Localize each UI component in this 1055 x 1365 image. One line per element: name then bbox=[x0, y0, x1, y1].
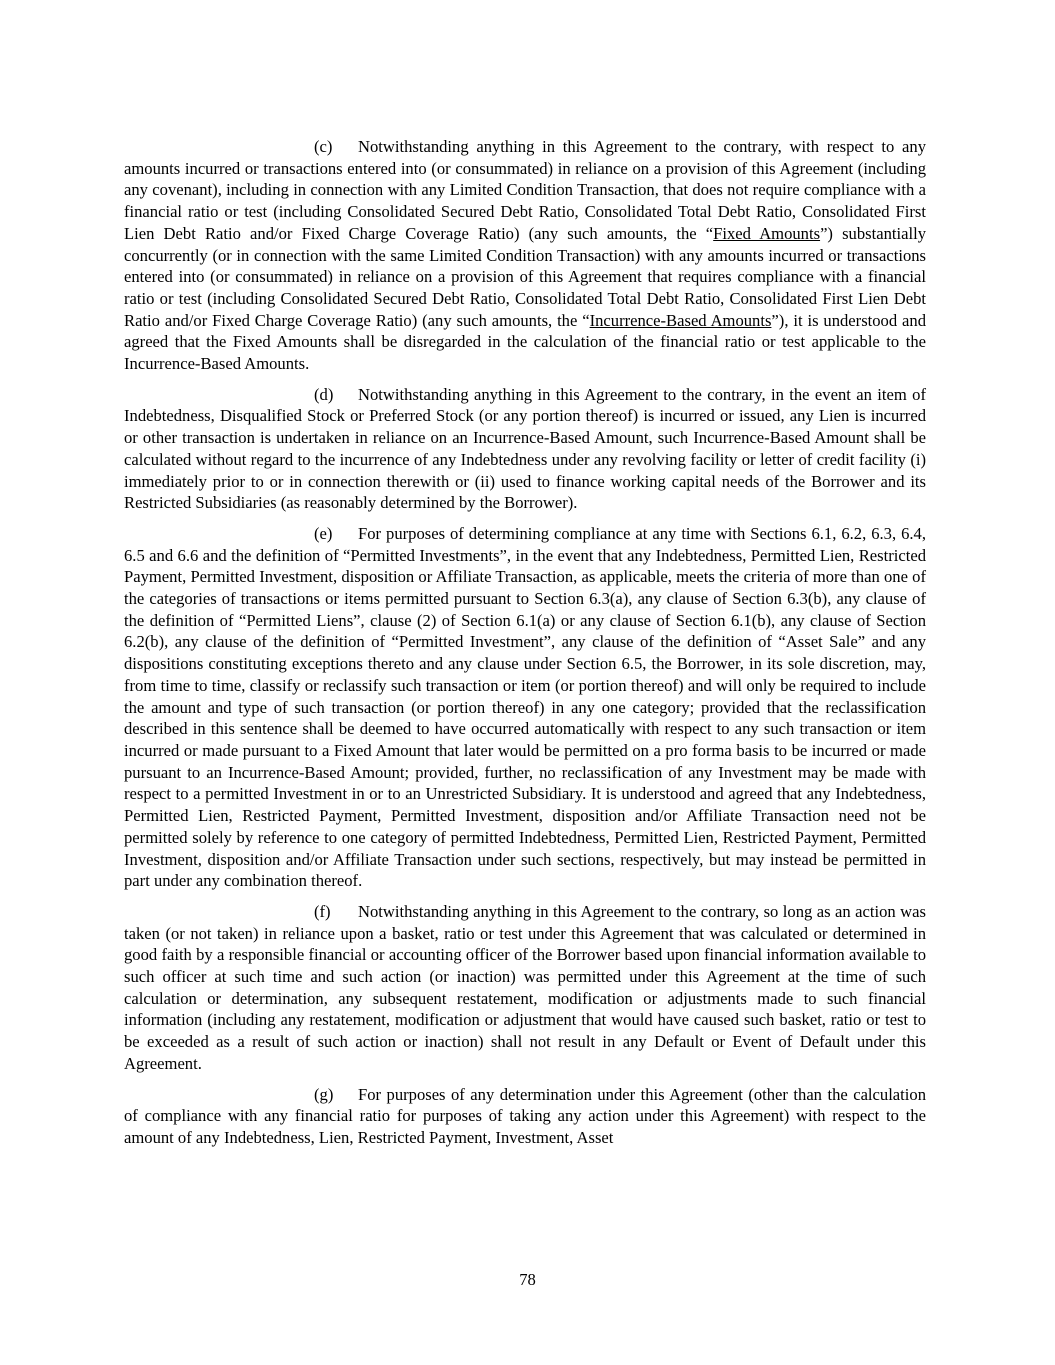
paragraph-text: ”) substantially concurrently (or in connection with the same Limited Condition Transaction) with any amounts incurred or transactions entered into (or consummated) in reliance on a provision of this Agreement that requires compliance with a financial ratio or test (including Consolidated Secured Debt Ratio, Consolidated Total Debt Ratio, Consolidated First Lien Debt Ratio and/or Fixed Charge Coverage Ratio) (any such amounts, the “ bbox=[124, 223, 926, 330]
paragraph-label: (g) bbox=[314, 1084, 334, 1104]
paragraph-g bbox=[124, 1084, 926, 1149]
defined-term-fixed-amounts: Fixed Amounts bbox=[713, 223, 821, 243]
page-number: 78 bbox=[519, 1270, 536, 1289]
paragraph-label: (e) bbox=[314, 523, 333, 543]
paragraph-e bbox=[124, 523, 926, 892]
paragraph-text: Notwithstanding anything in this Agreement to the contrary, in the event an item of Indebtedness, Disqualified Stock or Preferred Stock (or any portion thereof) is incurred or issued, any Lien is incurred or other transaction is undertaken in reliance on an Incurrence-Based Amount, such Incurrence-Based Amount shall be calculated without regard to the incurrence of any Indebtedness under any revolving facility or letter of credit facility (i) immediately prior to or in connection therewith or (ii) used to finance working capital needs of the Borrower and its Restricted Subsidiaries (as reasonably determined by the Borrower). bbox=[124, 384, 926, 513]
paragraph-text: ”), it is understood and agreed that the Fixed Amounts shall be disregarded in the calculation of the financial ratio or test applicable to the Incurrence-Based Amounts. bbox=[124, 310, 926, 374]
document-body bbox=[124, 136, 926, 1158]
paragraph-d bbox=[124, 384, 926, 514]
paragraph-f bbox=[124, 901, 926, 1075]
defined-term-incurrence-based-amounts: Incurrence-Based Amounts bbox=[589, 310, 772, 330]
paragraph-label: (f) bbox=[314, 901, 331, 921]
paragraph-label: (c) bbox=[314, 137, 333, 156]
paragraph-text: Notwithstanding anything in this Agreement to the contrary, with respect to any amounts incurred or transactions entered into (or consummated) in reliance on a provision of this Agreement (including any covenant), including in connection with any Limited Condition Transaction, that does not require compliance with a financial ratio or test (including Consolidated Secured Debt Ratio, Consolidated Total Debt Ratio, Consolidated First Lien Debt Ratio and/or Fixed Charge Coverage Ratio) (any such amounts, the “ bbox=[124, 137, 926, 243]
paragraph-text: For purposes of any determination under this Agreement (other than the calculation of compliance with any financial ratio for purposes of taking any action under this Agreement) with respect to the amount of any Indebtedness, Lien, Restricted Payment, Investment, Asset bbox=[124, 1084, 926, 1147]
paragraph-text: Notwithstanding anything in this Agreement to the contrary, so long as an action was taken (or not taken) in reliance upon a basket, ratio or test under this Agreement that was calculated or determined in good faith by a responsible financial or accounting officer of the Borrower based upon financial information available to such officer at such time and such action (or inaction) was permitted under this Agreement at the time of such calculation or determination, any subsequent restatement, modification or adjustments made to such financial information (including any restatement, modification or adjustment that would have caused such basket, ratio or test to be exceeded as a result of such action or inaction) shall not result in any Default or Event of Default under this Agreement. bbox=[124, 901, 926, 1073]
paragraph-text: For purposes of determining compliance at any time with Sections 6.1, 6.2, 6.3, 6.4, 6.5 and 6.6 and the definition of “Permitted Investments”, in the event that any Indebtedness, Permitted Lien, Restricted Payment, Permitted Investment, disposition or Affiliate Transaction, as applicable, meets the criteria of more than one of the categories of transactions or items permitted pursuant to Section 6.3(a), any clause of Section 6.3(b), any clause of the definition of “Permitted Liens”, clause (2) of Section 6.1(a) or any clause of Section 6.1(b), any clause of Section 6.2(b), any clause of the definition of “Permitted Investment”, any clause of the definition of “Asset Sale” and any dispositions constituting exceptions thereto and any clause under Section 6.5, the Borrower, in its sole discretion, may, from time to time, classify or reclassify such transaction or item (or portion thereof) and will only be required to include the amount and type of such transaction (or portion thereof) in any one category; provided that the reclassification described in this sentence shall be deemed to have occurred automatically with respect to any such transaction or item incurred or made pursuant to a Fixed Amount that later would be permitted on a pro forma basis to be incurred or made pursuant to an Incurrence-Based Amount; provided, further, no reclassification of any Investment may be made with respect to a permitted Investment in or to an Unrestricted Subsidiary. It is understood and agreed that any Indebtedness, Permitted Lien, Restricted Payment, Permitted Investment, disposition and/or Affiliate Transaction need not be permitted solely by reference to one category of permitted Indebtedness, Permitted Lien, Restricted Payment, Permitted Investment, disposition and/or Affiliate Transaction under such sections, respectively, but may instead be permitted in part under any combination thereof. bbox=[124, 523, 926, 891]
paragraph-c bbox=[124, 136, 926, 375]
paragraph-label: (d) bbox=[314, 384, 334, 404]
